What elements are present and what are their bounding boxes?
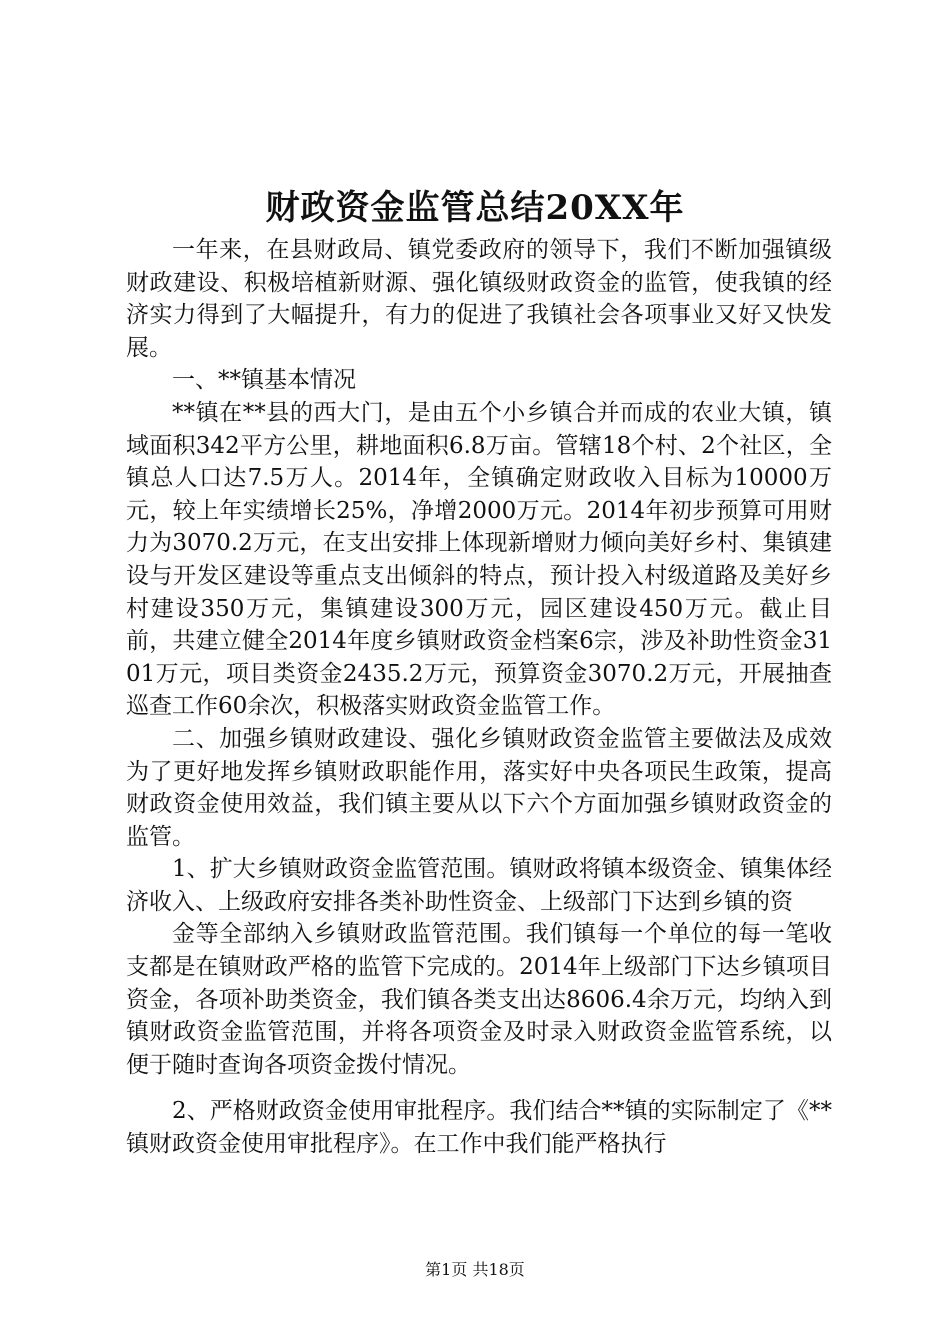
paragraph-item-1-continued: 金等全部纳入乡镇财政监管范围。我们镇每一个单位的每一笔收支都是在镇财政严格的监管下完成的。2014年上级部门下达乡镇项目资金，各项补助类资金，我们镇各类支出达8606.4余万元，均纳入到镇财政资金监管范围，并将各项资金及时录入财政资金监管系统，以便于随时查询各项资金拨付情况。 [126,921,832,1078]
paragraph-basic-situation: **镇在**县的西大门，是由五个小乡镇合并而成的农业大镇，镇域面积342平方公里，耕地面积6.8万亩。管辖18个村、2个社区，全镇总人口达7.5万人。2014年，全镇确定财政收入目标为10000万元，较上年实绩增长25%，净增2000万元。2014年初步预算可用财力为3070.2万元，在支出安排上体现新增财力倾向美好乡村、集镇建设与开发区建设等重点支出倾斜的特点，预计投入村级道路及美好乡村建设350万元，集镇建设300万元，园区建设450万元。截止目前，共建立健全2014年度乡镇财政资金档案6宗，涉及补助性资金3101万元，项目类资金2435.2万元，预算资金3070.2万元，开展抽查巡查工作60余次，积极落实财政资金监管工作。 [126,399,832,720]
document-body [126,234,832,1161]
section-heading-2: 二、加强乡镇财政建设、强化乡镇财政资金监管主要做法及成效为了更好地发挥乡镇财政职能作用，落实好中央各项民生政策，提高财政资金使用效益，我们镇主要从以下六个方面加强乡镇财政资金的监管。 [126,725,832,850]
paragraph-intro: 一年来，在县财政局、镇党委政府的领导下，我们不断加强镇级财政建设、积极培植新财源、强化镇级财政资金的监管，使我镇的经济实力得到了大幅提升，有力的促进了我镇社会各项事业又好又快发展。 [126,237,832,361]
paragraph-item-2: 2、严格财政资金使用审批程序。我们结合**镇的实际制定了《**镇财政资金使用审批程序》。在工作中我们能严格执行 [126,1098,832,1158]
section-heading-1: 一、**镇基本情况 [172,367,356,394]
page-footer: 第1页 共18页 [425,1260,525,1279]
document-title: 财政资金监管总结20XX年 [265,188,685,228]
paragraph-item-1: 1、扩大乡镇财政资金监管范围。镇财政将镇本级资金、镇集体经济收入、上级政府安排各类补助性资金、上级部门下达到乡镇的资 [126,856,832,915]
